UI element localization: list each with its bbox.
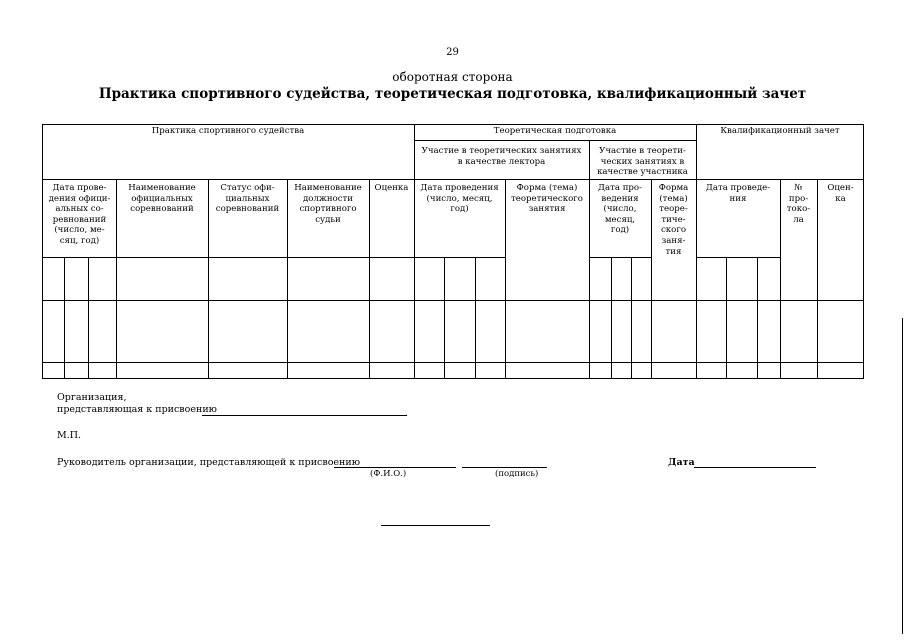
page-edge-line	[902, 318, 903, 634]
page-number: 29	[446, 47, 459, 58]
col-lecture-date: Дата проведения (число, месяц, год)	[420, 183, 499, 215]
col-qual-grade: Оцен- ка	[827, 183, 854, 204]
head-label: Руководитель организации, представляющей к присвоению	[57, 457, 360, 468]
col-position: Наименование должности спортивного судьи	[294, 183, 362, 225]
fio-line	[334, 467, 456, 468]
group-theory-header: Теоретическая подготовка	[493, 126, 617, 136]
org-field-line	[202, 415, 407, 416]
side-label: оборотная сторона	[392, 70, 513, 84]
date-label: Дата	[668, 457, 695, 468]
subheader-participant: Участие в теорети- ческих занятиях в качестве участника	[597, 146, 688, 178]
col-event-status: Статус офи- циальных соревнований	[215, 183, 280, 215]
org-label-line2: представляющая к присвоению	[57, 404, 217, 415]
signature-line	[462, 467, 547, 468]
col-event-name: Наименование официальных соревнований	[128, 183, 196, 215]
col-grade-judging: Оценка	[374, 183, 409, 193]
fio-caption: (Ф.И.О.)	[370, 469, 407, 479]
org-label-line1: Организация,	[57, 392, 127, 403]
signature-caption: (подпись)	[495, 469, 539, 479]
stamp-label: М.П.	[57, 430, 82, 441]
page-title: Практика спортивного судейства, теоретическая подготовка, квалификационный зачет	[98, 86, 807, 102]
group-judging-header: Практика спортивного судейства	[151, 126, 305, 136]
date-line	[694, 467, 816, 468]
subheader-lecturer: Участие в теоретических занятиях в качестве лектора	[421, 146, 582, 167]
closing-divider	[381, 525, 490, 526]
col-date-events: Дата прове- дения офици- альных со- ревнований (число, ме- сяц, год)	[48, 183, 111, 246]
col-participant-date: Дата про- ведения (число, месяц, год)	[597, 183, 643, 236]
col-qual-date: Дата проведе- ния	[705, 183, 771, 204]
group-qualification-header: Квалификационный зачет	[720, 126, 840, 136]
col-participant-form: Форма (тема) теоре- тиче- ского заня- тия	[658, 183, 689, 257]
col-protocol-number: № про- токо- ла	[786, 183, 811, 225]
col-lecture-form: Форма (тема) теоретического занятия	[511, 183, 583, 215]
